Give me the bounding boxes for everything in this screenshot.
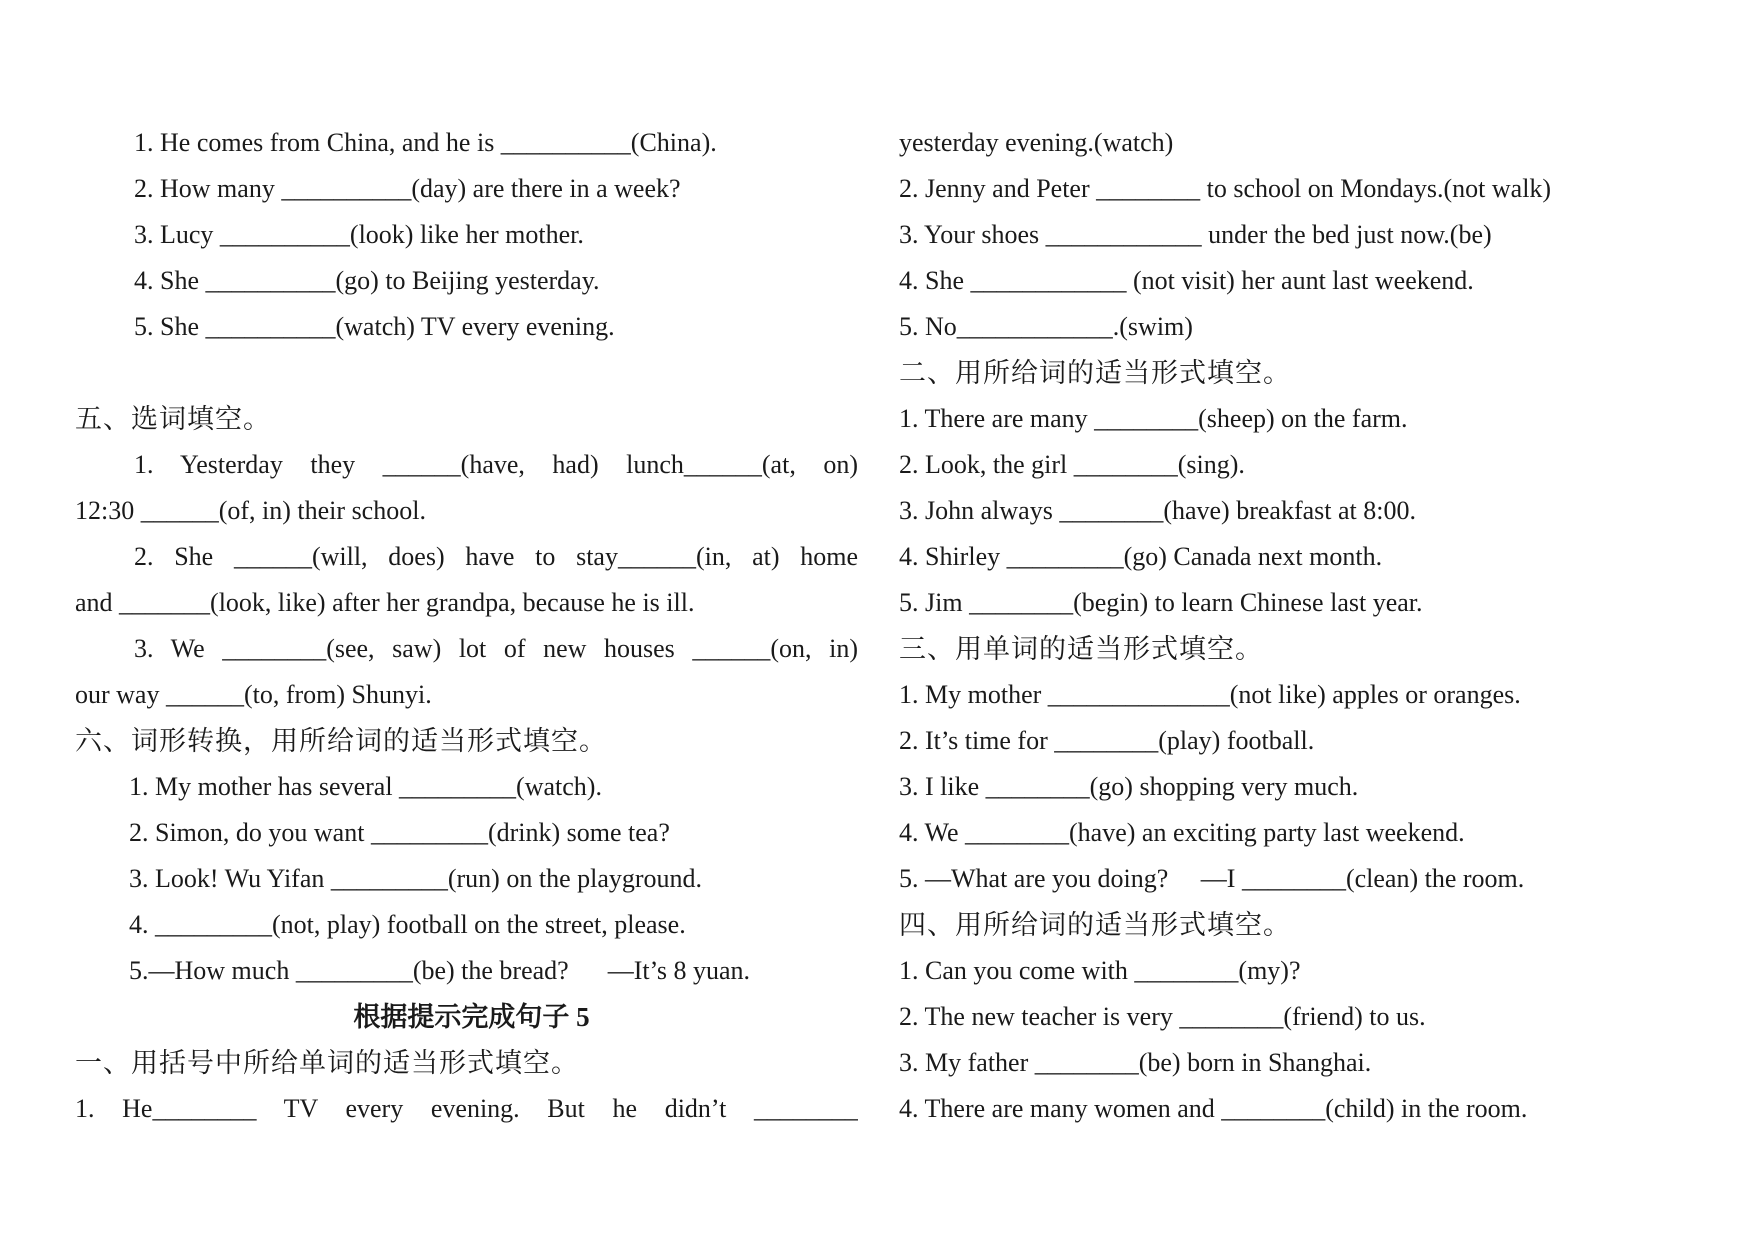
exercise-line: 2. Look, the girl ________(sing).	[899, 450, 1245, 479]
exercise-line: 1. My mother has several _________(watch).	[129, 772, 602, 801]
exercise-line: 4. _________(not, play) football on the street, please.	[129, 910, 686, 939]
exercise-line: 3. John always ________(have) breakfast at 8:00.	[899, 496, 1416, 525]
exercise-line: 4. She __________(go) to Beijing yesterday.	[134, 266, 600, 295]
exercise-line: and _______(look, like) after her grandpa, because he is ill.	[75, 588, 695, 617]
exercise-line: 3. Look! Wu Yifan _________(run) on the playground.	[129, 864, 703, 893]
exercise-line: 1. He________ TV every evening. But he didn’t ________	[75, 1094, 858, 1123]
section-heading: 二、用所给词的适当形式填空。	[899, 358, 1291, 388]
exercise-line: 2. It’s time for ________(play) football.	[899, 726, 1315, 755]
exercise-line: yesterday evening.(watch)	[899, 128, 1174, 157]
left-column	[75, 122, 858, 1134]
exercise-line: 2. How many __________(day) are there in a week?	[134, 174, 681, 203]
exercise-line: 3. I like ________(go) shopping very much.	[899, 772, 1359, 801]
exercise-line: 4. Shirley _________(go) Canada next month.	[899, 542, 1383, 571]
right-column	[899, 122, 1639, 1134]
exercise-line: our way ______(to, from) Shunyi.	[75, 680, 432, 709]
exercise-line: 5. No____________.(swim)	[899, 312, 1193, 341]
exercise-line: 3. Your shoes ____________ under the bed just now.(be)	[899, 220, 1492, 249]
exercise-line: 1. Yesterday they ______(have, had) lunch______(at, on)	[134, 450, 858, 479]
exercise-line: 5. She __________(watch) TV every evening.	[134, 312, 615, 341]
exercise-line: 3. My father ________(be) born in Shanghai.	[899, 1048, 1372, 1077]
section-heading: 六、词形转换，用所给词的适当形式填空。	[75, 726, 607, 756]
section-heading: 一、用括号中所给单词的适当形式填空。	[75, 1048, 579, 1078]
exercise-line: 2. The new teacher is very ________(friend) to us.	[899, 1002, 1426, 1031]
exercise-line: 2. She ______(will, does) have to stay______(in, at) home	[134, 542, 858, 571]
exercise-line: 5.—How much _________(be) the bread? —It’s 8 yuan.	[129, 956, 750, 985]
page-title: 根据提示完成句子 5	[353, 1002, 590, 1032]
exercise-line: 1. My mother ______________(not like) apples or oranges.	[899, 680, 1521, 709]
exercise-line: 3. Lucy __________(look) like her mother.	[134, 220, 584, 249]
exercise-line: 5. Jim ________(begin) to learn Chinese last year.	[899, 588, 1423, 617]
section-heading: 四、用所给词的适当形式填空。	[899, 910, 1291, 940]
exercise-line: 12:30 ______(of, in) their school.	[75, 496, 426, 525]
exercise-line: 1. He comes from China, and he is __________(China).	[134, 128, 717, 157]
exercise-line: 2. Jenny and Peter ________ to school on Mondays.(not walk)	[899, 174, 1552, 203]
exercise-line: 1. Can you come with ________(my)?	[899, 956, 1301, 985]
exercise-line: 3. We ________(see, saw) lot of new houses ______(on, in)	[134, 634, 858, 663]
exercise-line: 5. —What are you doing? —I ________(clean) the room.	[899, 864, 1525, 893]
exercise-line: 4. There are many women and ________(child) in the room.	[899, 1094, 1528, 1123]
exercise-line: 1. There are many ________(sheep) on the farm.	[899, 404, 1408, 433]
exercise-line: 4. We ________(have) an exciting party last weekend.	[899, 818, 1465, 847]
exercise-line: 2. Simon, do you want _________(drink) some tea?	[129, 818, 670, 847]
section-heading: 五、选词填空。	[75, 404, 271, 434]
exercise-line: 4. She ____________ (not visit) her aunt last weekend.	[899, 266, 1474, 295]
section-heading: 三、用单词的适当形式填空。	[899, 634, 1263, 664]
spacer	[75, 352, 858, 398]
